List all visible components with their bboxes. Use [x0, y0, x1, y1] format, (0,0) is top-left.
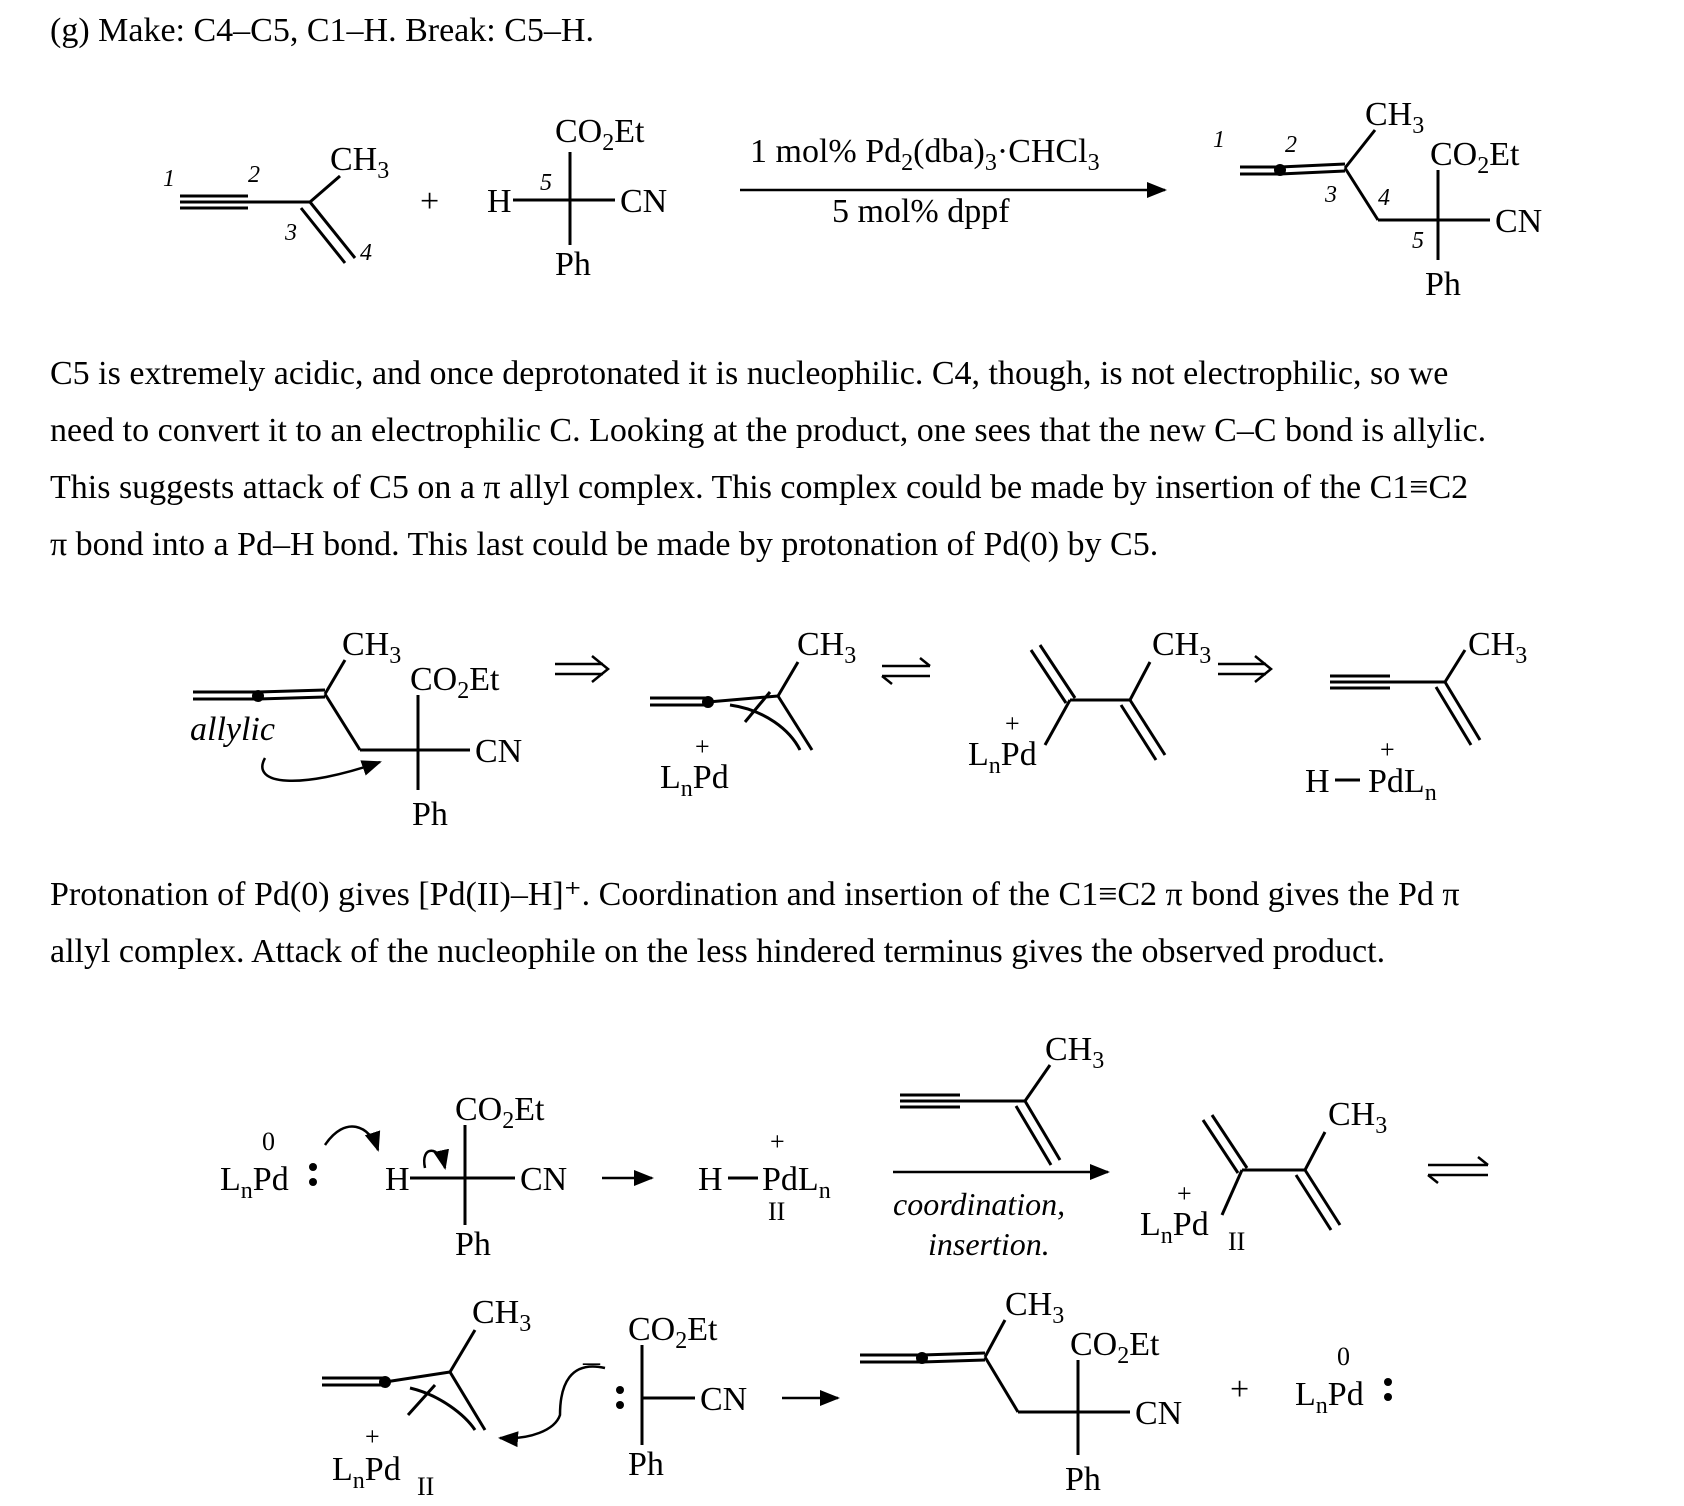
methyl-label: $CH_3$ [1328, 1096, 1388, 1139]
pi-allyl-complex [322, 1294, 531, 1501]
oxidation-state: II [1228, 1227, 1246, 1256]
atom-number: 4 [1378, 185, 1390, 211]
plus-sign: + [420, 183, 440, 220]
methyl-label: $CH_3$ [1005, 1286, 1065, 1329]
allylic-label: allylic [190, 711, 275, 748]
oxidation-state: 0 [1337, 1342, 1350, 1371]
text-line: This suggests attack of C5 on a π allyl complex. This complex could be made by insertion of the C1≡C2 [50, 469, 1469, 506]
nitrile-label: CN [1495, 203, 1543, 240]
methyl-label: $CH_3$ [797, 626, 857, 669]
hydrogen-label: H [487, 183, 512, 220]
charge-label: + [1380, 735, 1395, 764]
methyl-label: $CH_3$ [330, 141, 390, 184]
mechanism-paragraph [50, 866, 1650, 980]
pi-allyl-complex [650, 626, 856, 802]
atom-number: 5 [1412, 228, 1424, 254]
atom-number: 1 [163, 166, 175, 192]
mechanism-scheme [0, 1020, 1684, 1500]
nitrile-label: CN [475, 733, 523, 770]
analysis-paragraph [50, 345, 1650, 573]
ester-label: $CO_2Et$ [628, 1311, 718, 1354]
phenyl-label: Ph [1065, 1461, 1101, 1498]
oxidation-state: II [768, 1197, 786, 1226]
nitrile-label: CN [700, 1381, 748, 1418]
coordination-insertion-arrow [893, 1031, 1108, 1262]
methyl-label: $CH_3$ [342, 626, 402, 669]
retro-arrow [555, 656, 608, 682]
equilibrium-arrow [1428, 1157, 1488, 1183]
methyl-label: $CH_3$ [1152, 626, 1212, 669]
reaction-arrow [740, 133, 1165, 230]
methyl-label: $CH_3$ [1045, 1031, 1105, 1074]
problem-header: (g) Make: C4–C5, C1–H. Break: C5–H. [50, 12, 594, 49]
phenyl-label: Ph [555, 246, 591, 283]
ligand-conditions: 5 mol% dppf [832, 193, 1010, 230]
palladium-label: $L_nPd$ [1140, 1206, 1209, 1249]
text-line: need to convert it to an electrophilic C. Looking at the product, one sees that the new C–C bond is allylic. [50, 412, 1487, 449]
cyanoester-reagent [385, 1091, 567, 1263]
phenyl-label: Ph [455, 1226, 491, 1263]
oxidation-state: 0 [262, 1127, 275, 1156]
methyl-label: $CH_3$ [1468, 626, 1528, 669]
phenyl-label: Ph [628, 1446, 664, 1483]
text-line: C5 is extremely acidic, and once deprotonated it is nucleophilic. C4, though, is not electrophilic, so we [50, 355, 1449, 392]
allene-product [860, 1286, 1182, 1498]
atom-number: 1 [1213, 127, 1225, 153]
retro-arrow [1218, 656, 1271, 682]
methyl-label: $CH_3$ [1365, 96, 1425, 139]
enyne-reactant [163, 141, 389, 266]
hydrogen-label: H [698, 1161, 723, 1198]
methyl-label: $CH_3$ [472, 1294, 532, 1337]
nitrile-label: CN [1135, 1395, 1183, 1432]
text-line: allyl complex. Attack of the nucleophile on the less hindered terminus gives the observed product. [50, 933, 1386, 970]
atom-number: 2 [248, 162, 260, 188]
overall-reaction-scheme [0, 90, 1684, 320]
palladium-label: $L_nPd$ [220, 1161, 289, 1204]
phenyl-label: Ph [1425, 266, 1461, 303]
negative-charge: – [583, 1343, 600, 1380]
ester-label: $CO_2Et$ [1430, 136, 1520, 179]
insertion-label: insertion. [928, 1226, 1050, 1262]
charge-label: + [1177, 1179, 1192, 1208]
atom-number: 2 [1285, 132, 1297, 158]
atom-number: 3 [285, 220, 297, 246]
palladium-zero-regenerated [1295, 1342, 1392, 1419]
charge-label: + [365, 1422, 380, 1451]
coordination-label: coordination, [893, 1186, 1066, 1222]
palladium-label: PdL$_n$ [762, 1161, 831, 1204]
palladium-zero [220, 1126, 378, 1204]
retrosynthesis-scheme [0, 610, 1684, 833]
cyanoester-reagent [487, 113, 667, 283]
atom-number: 3 [1325, 182, 1337, 208]
palladium-label: $L_nPd$ [1295, 1376, 1364, 1419]
target-allene [190, 626, 522, 833]
enyne-and-palladium-hydride [1305, 626, 1527, 806]
vinyl-palladium [968, 626, 1211, 779]
atom-number: 5 [540, 170, 552, 196]
ester-label: $CO_2Et$ [1070, 1326, 1160, 1369]
oxidation-state: II [417, 1472, 435, 1501]
phenyl-label: Ph [412, 796, 448, 833]
allene-product [1213, 96, 1542, 303]
nitrile-label: CN [620, 183, 668, 220]
plus-sign: + [1230, 1371, 1250, 1408]
hydrogen-label: H [385, 1161, 410, 1198]
charge-label: + [1005, 709, 1020, 738]
palladium-label: $L_nPd$ [660, 759, 729, 802]
hydrogen-label: H [1305, 763, 1330, 800]
nitrile-label: CN [520, 1161, 568, 1198]
ester-label: $CO_2Et$ [555, 113, 645, 156]
palladium-label: $L_nPd$ [968, 736, 1037, 779]
ester-label: $CO_2Et$ [410, 661, 500, 704]
equilibrium-arrow [882, 658, 930, 684]
vinyl-palladium [1140, 1096, 1387, 1256]
charge-label: + [770, 1127, 785, 1156]
ester-label: $CO_2Et$ [455, 1091, 545, 1134]
text-line: π bond into a Pd–H bond. This last could be made by protonation of Pd(0) by C5. [50, 526, 1159, 563]
palladium-label: $L_nPd$ [332, 1451, 401, 1494]
carbanion-nucleophile [500, 1311, 747, 1483]
catalyst-conditions: 1 mol% $Pd_2(dba)_3\cdot CHCl_3$ [750, 133, 1100, 176]
text-line: Protonation of Pd(0) gives [Pd(II)–H]⁺. Coordination and insertion of the C1≡C2 π bond gives the Pd π [50, 876, 1460, 913]
palladium-label: PdL$_n$ [1368, 763, 1437, 806]
atom-number: 4 [360, 240, 372, 266]
charge-label: + [695, 732, 710, 761]
palladium-hydride [698, 1127, 831, 1226]
